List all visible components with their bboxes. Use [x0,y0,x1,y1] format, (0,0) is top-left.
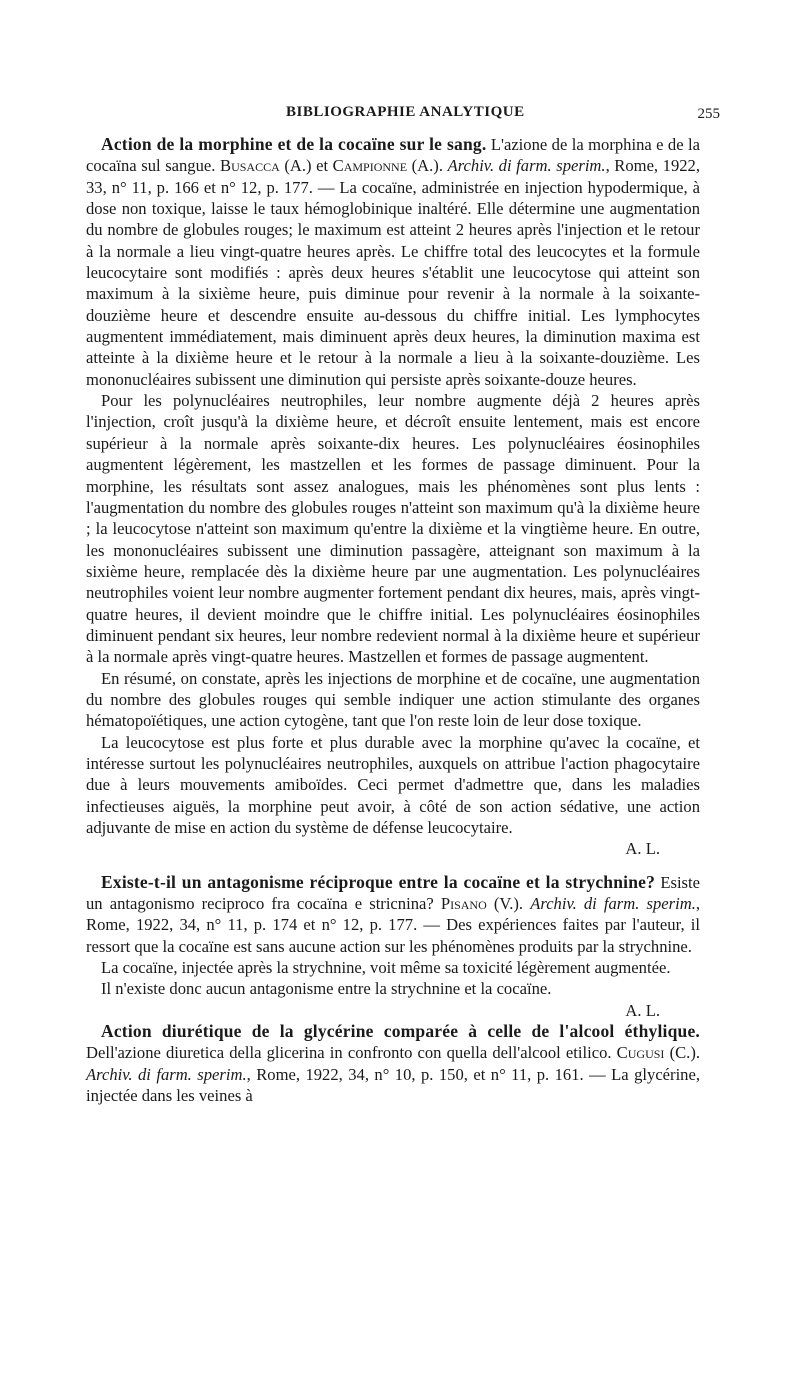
article-1-author-2: Campionne [332,156,408,176]
body-text [86,134,700,1106]
article-1-journal: Archiv. di farm. sperim. [447,156,606,176]
page-number: 255 [697,106,720,122]
article-3-author-1-initial: (C.). [664,1043,700,1063]
article-1-lead-paragraph [86,134,700,390]
article-3-lead-paragraph [86,1021,700,1106]
article-2-author-1: Pisano [440,894,487,914]
running-title: BIBLIOGRAPHIE ANALYTIQUE [286,104,525,120]
article-2-paragraph: La cocaïne, injectée après la strychnine, voit même sa toxicité légèrement augmentée. [101,958,671,978]
article-2-author-1-initial: (V.). [486,894,531,914]
article-2-lead-paragraph [86,872,700,957]
article-1-author-2-initial: (A.). [407,156,448,176]
article-3-citation-text: , Rome, 1922, 34, n° 10, p. 150, et n° 11, p. 161. — La glycérine, injectée dans les veines à [86,1064,700,1106]
article-1-paragraph: En résumé, on constate, après les injections de morphine et de cocaïne, une augmentation du nombre des globules rouges qui semble indiquer une action stimulante des organes hématopoïétiques, une action cytogène, tant que l'on reste loin de leur dose toxique. [86,668,700,731]
article-1-author-1-initial: (A.) et [279,156,333,176]
article-2-signature: A. L. [625,1000,660,1020]
article-1-paragraph: Pour les polynucléaires neutrophiles, leur nombre augmente déjà 2 heures après l'injection, croît jusqu'à la dixième heure, et décroît ensuite lentement, mais est encore supérieur à la normale après soixante-dix heures. Les polynucléaires éosinophiles augmentent légèrement, les mastzellen et les formes de passage diminuent. Pour la morphine, les résultats sont assez analogues, mais les phénomènes sont plus lents : l'augmentation du nombre des globules rouges n'atteint son maximum qu'à la dixième heure ; la leucocytose n'atteint son maximum qu'entre la dixième et la vingtième heure. En outre, les mononucléaires subissent une diminution passagère, atteignant son maximum à la sixième heure, remplacée dès la dixième heure par une augmentation. Les polynucléaires neutrophiles voient leur nombre augmenter fortement pendant dix heures, mais, après vingt-quatre heures, il devient moindre que le chiffre initial. Les polynucléaires éosinophiles diminuent pendant six heures, leur nombre redevient normal à la dixième heure et supérieur à la normale après vingt-quatre heures. Mastzellen et formes de passage augmentent. [86,391,700,667]
article-1-citation-text: , Rome, 1922, 33, n° 11, p. 166 et n° 12, p. 177. — La cocaïne, administrée en injection hypodermique, à dose non toxique, laisse le taux hémoglobinique inaltéré. Elle détermine une augmentation du nombre de globules rouges; le maximum est atteint 2 heures après l'injection et le retour à la normale a lieu vingt-quatre heures après. Le chiffre total des leucocytes et la formule leucocytaire sont modifiés : après deux heures s'établit une leucocytose qui atteint son maximum à la sixième heure, puis diminue pour revenir à la normale à la soixante-douzième heure et descendre ensuite au-dessous du chiffre initial. Les lymphocytes augmentent immédiatement, mais diminuent après deux heures, la diminution maxima est atteinte à la dixième heure et le retour à la normale a lieu à la soixante-douzième. Les mononucléaires subissent une diminution qui persiste après soixante-douze heures. [86,156,700,389]
article-2-italian-title: Esiste un antagonismo reciproco fra cocaïna e stricnina? [86,872,700,914]
article-1-author-1: Busacca [220,156,280,176]
article-2-citation-text: , Rome, 1922, 34, n° 11, p. 174 et n° 12, p. 177. — Des expériences faites par l'auteur, il ressort que la cocaïne est sans aucune action sur les phénomènes produits par la strychnine. [86,894,701,956]
article-2-paragraph: Il n'existe donc aucun antagonisme entre la strychnine et la cocaïne. [101,979,552,999]
article-separator [86,860,700,872]
article-3-journal: Archiv. di farm. sperim. [86,1064,247,1084]
article-3-title: Action diurétique de la glycérine comparée à celle de l'alcool éthylique. [101,1021,700,1042]
article-1-title: Action de la morphine et de la cocaïne sur le sang. [101,134,487,154]
article-3-author-1: Cugusi [616,1043,665,1063]
article-2-journal: Archiv. di farm. sperim. [530,894,696,914]
article-1-paragraph: La leucocytose est plus forte et plus durable avec la morphine qu'avec la cocaïne, et intéresse surtout les polynucléaires neutrophiles, auxquels on attribue l'action phagocytaire due à leurs mouvements amiboïdes. Ceci permet d'admettre que, dans les maladies infectieuses aiguës, la morphine peut avoir, à côté de son action sédative, une action adjuvante de mise en action du système de défense leucocytaire. [86,732,700,837]
article-1-italian-title: L'azione de la morphina e de la cocaïna sul sangue. [86,135,700,176]
article-2-title: Existe-t-il un antagonisme réciproque entre la cocaïne et la strychnine? [101,871,656,892]
article-1-signature: A. L. [625,839,660,859]
article-3-italian-title: Dell'azione diuretica della glicerina in confronto con quella dell'alcool etilico. [86,1043,617,1063]
page-header [86,104,720,134]
